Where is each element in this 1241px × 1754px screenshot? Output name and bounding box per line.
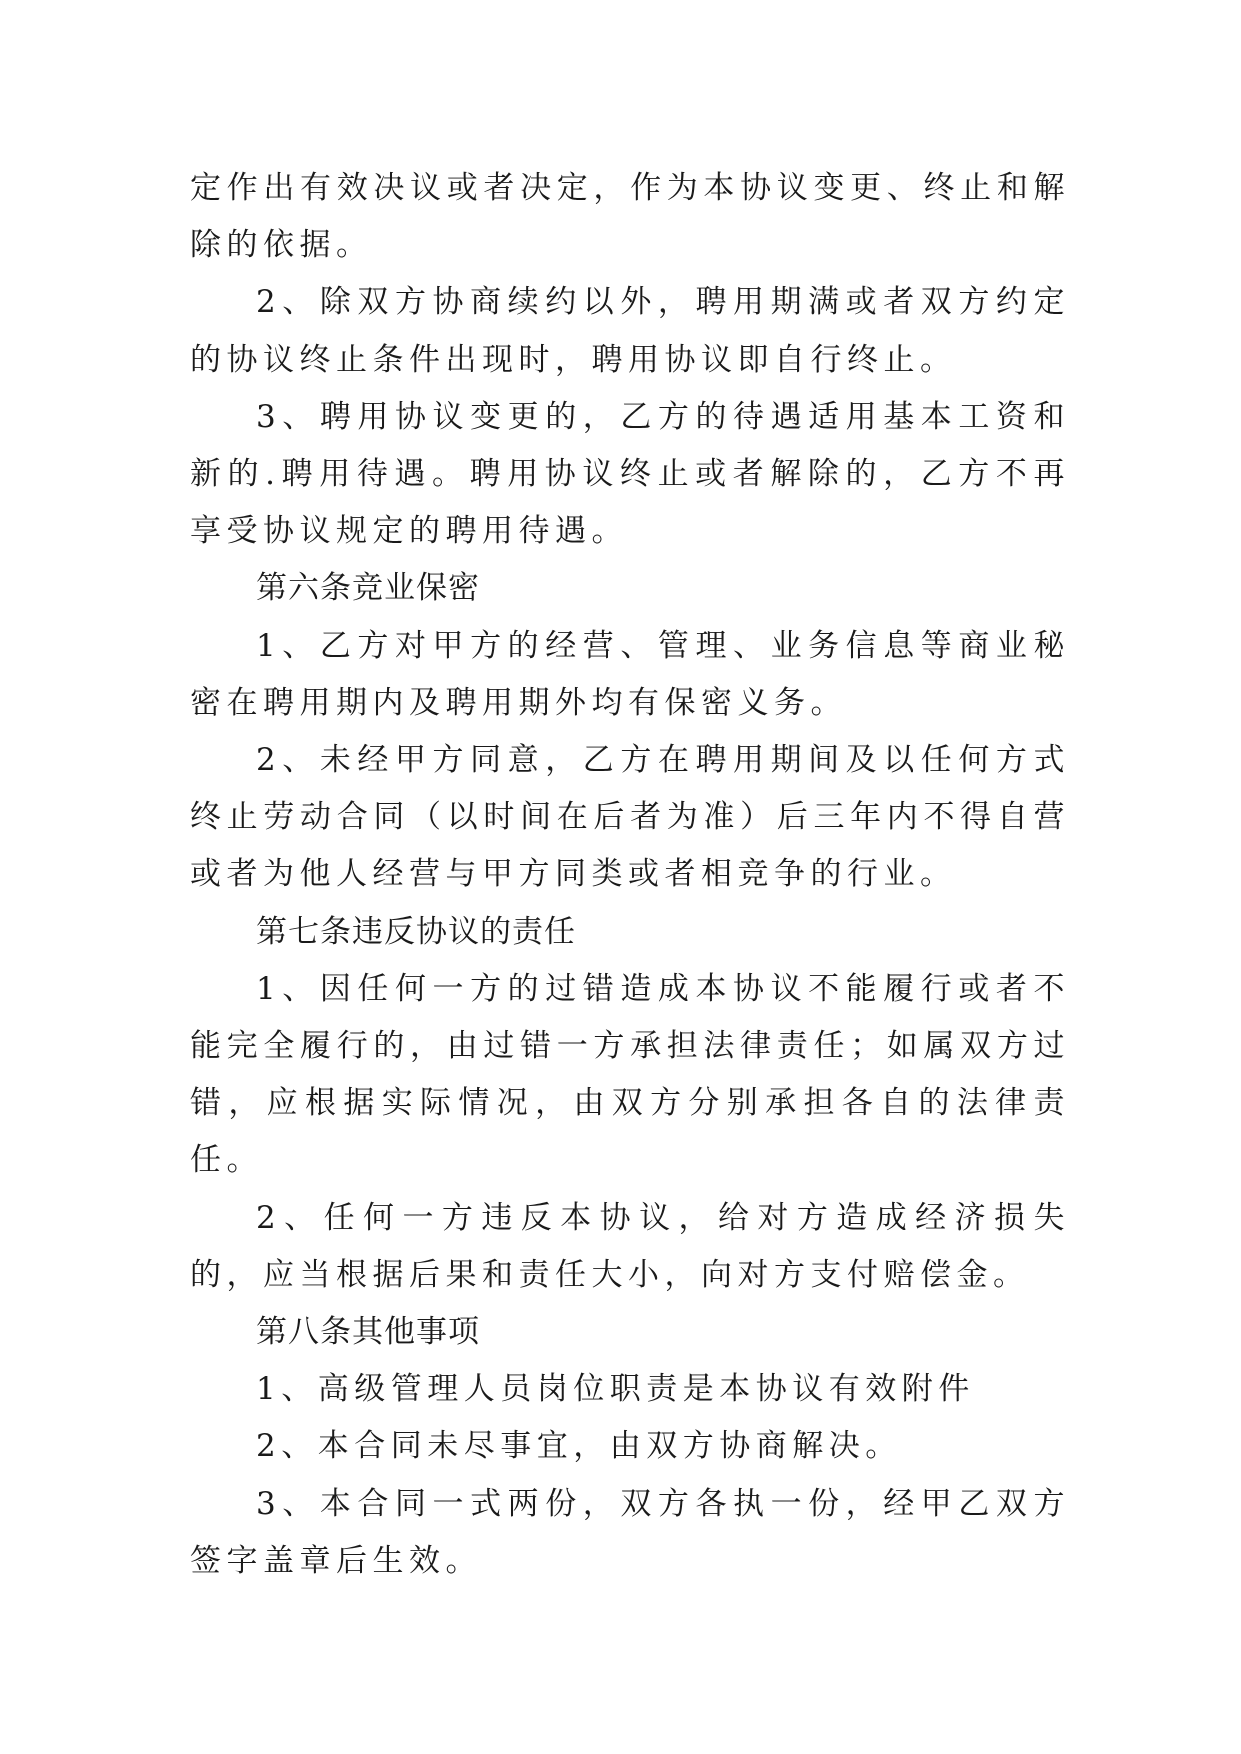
paragraph-continuation: 定作出有效决议或者决定，作为本协议变更、终止和解除的依据。 xyxy=(190,170,1070,264)
document-body xyxy=(190,160,1070,1590)
clause-7-item-2: 2、任何一方违反本协议，给对方造成经济损失的，应当根据后果和责任大小，向对方支付赔偿金。 xyxy=(190,1199,1070,1293)
clause-8-item-2: 2、本合同未尽事宜，由双方协商解决。 xyxy=(256,1428,902,1465)
clause-6-item-2: 2、未经甲方同意，乙方在聘用期间及以任何方式终止劳动合同（以时间在后者为准）后三年内不得自营或者为他人经营与甲方同类或者相竞争的行业。 xyxy=(190,742,1070,893)
section-heading-article-8: 第八条其他事项 xyxy=(256,1314,480,1351)
clause-7-item-1: 1、因任何一方的过错造成本协议不能履行或者不能完全履行的，由过错一方承担法律责任；如属双方过错，应根据实际情况，由双方分别承担各自的法律责任。 xyxy=(190,970,1070,1179)
clause-8-item-1: 1、高级管理人员岗位职责是本协议有效附件 xyxy=(256,1371,975,1408)
clause-8-item-3: 3、本合同一式两份，双方各执一份，经甲乙双方签字盖章后生效。 xyxy=(190,1485,1070,1579)
clause-5-item-2: 2、除双方协商续约以外，聘用期满或者双方约定的协议终止条件出现时，聘用协议即自行终止。 xyxy=(190,284,1070,378)
section-heading-article-6: 第六条竞业保密 xyxy=(256,570,480,607)
clause-6-item-1: 1、乙方对甲方的经营、管理、业务信息等商业秘密在聘用期内及聘用期外均有保密义务。 xyxy=(190,627,1070,721)
section-heading-article-7: 第七条违反协议的责任 xyxy=(256,913,576,950)
clause-5-item-3: 3、聘用协议变更的，乙方的待遇适用基本工资和新的.聘用待遇。聘用协议终止或者解除的，乙方不再享受协议规定的聘用待遇。 xyxy=(190,398,1070,550)
